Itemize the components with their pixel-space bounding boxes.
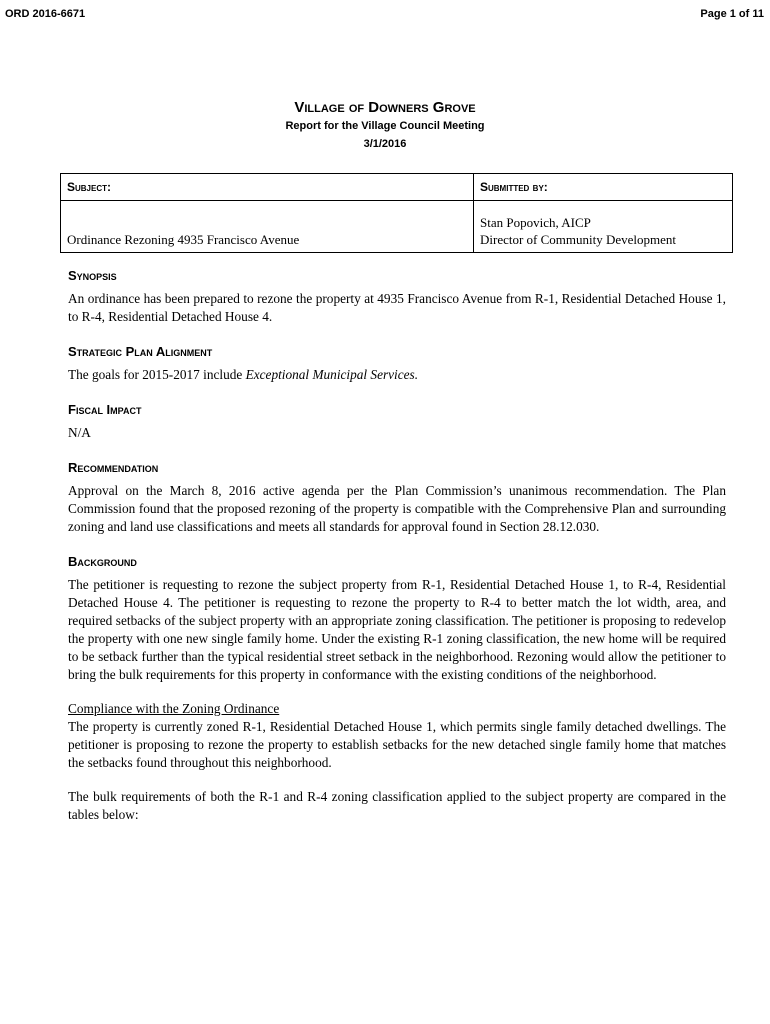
meeting-date: 3/1/2016 xyxy=(363,138,407,150)
page-indicator: Page 1 of 11 xyxy=(700,8,764,20)
synopsis-heading: Synopsis xyxy=(68,268,117,283)
strategic-text xyxy=(68,366,726,384)
page-title: Village of Downers Grove xyxy=(294,99,476,116)
bulk-requirements-text: The bulk requirements of both the R-1 and R-4 zoning classification applied to the subject property are compared in the tables below: xyxy=(68,789,726,822)
fiscal-heading: Fiscal Impact xyxy=(68,402,142,417)
background-text: The petitioner is requesting to rezone the subject property from R-1, Residential Detached House 1, to R-4, Residential Detached House 4. The petitioner is requesting to rezone the property to R-4 to better match the lot width, area, and required setbacks of the subject property with an appropriate zoning classification. The petitioner is proposing to redevelop the property with one new single family home. Under the existing R-1 zoning classification, the new home will be required to be setback further than the typical residential street setback in the neighborhood. Rezoning would allow the petitioner to bring the bulk requirements for this property in conformance with the existing conditions of the neighborhood. xyxy=(68,577,726,682)
submitted-by-label: Submitted by: xyxy=(474,174,733,201)
subject-table xyxy=(60,173,733,253)
document-number: ORD 2016-6671 xyxy=(5,8,86,20)
compliance-heading: Compliance with the Zoning Ordinance xyxy=(68,701,280,716)
page-subtitle: Report for the Village Council Meeting xyxy=(285,120,485,132)
title-block xyxy=(0,99,770,153)
background-heading: Background xyxy=(68,554,137,569)
strategic-goal: Exceptional Municipal Services. xyxy=(245,367,419,382)
synopsis-text: An ordinance has been prepared to rezone the property at 4935 Francisco Avenue from R-1, Residential Detached House 1, to R-4, Residential Detached House 4. xyxy=(68,291,726,324)
subject-table-body-row xyxy=(61,201,733,253)
strategic-heading: Strategic Plan Alignment xyxy=(68,344,213,359)
compliance-text: The property is currently zoned R-1, Residential Detached House 1, which permits single family detached dwellings. The petitioner is proposing to rezone the property to establish setbacks for the new detached single family home that matches the setbacks found throughout this neighborhood. xyxy=(68,719,726,770)
submitter-cell xyxy=(474,201,733,253)
subject-table-header-row xyxy=(61,174,733,201)
fiscal-text: N/A xyxy=(68,425,91,440)
strategic-text-prefix: The goals for 2015-2017 include xyxy=(68,367,246,382)
submitter-title: Director of Community Development xyxy=(480,232,677,247)
recommendation-text: Approval on the March 8, 2016 active agenda per the Plan Commission’s unanimous recommendation. The Plan Commission found that the proposed rezoning of the property is compatible with the Comprehensive Plan and surrounding zoning and land use classifications and meets all standards for approval found in Section 28.12.030. xyxy=(68,483,726,534)
report-body xyxy=(68,268,726,824)
subject-label: Subject: xyxy=(61,174,474,201)
subject-value: Ordinance Rezoning 4935 Francisco Avenue xyxy=(61,201,474,253)
submitter-name: Stan Popovich, AICP xyxy=(480,215,591,230)
recommendation-heading: Recommendation xyxy=(68,460,159,475)
